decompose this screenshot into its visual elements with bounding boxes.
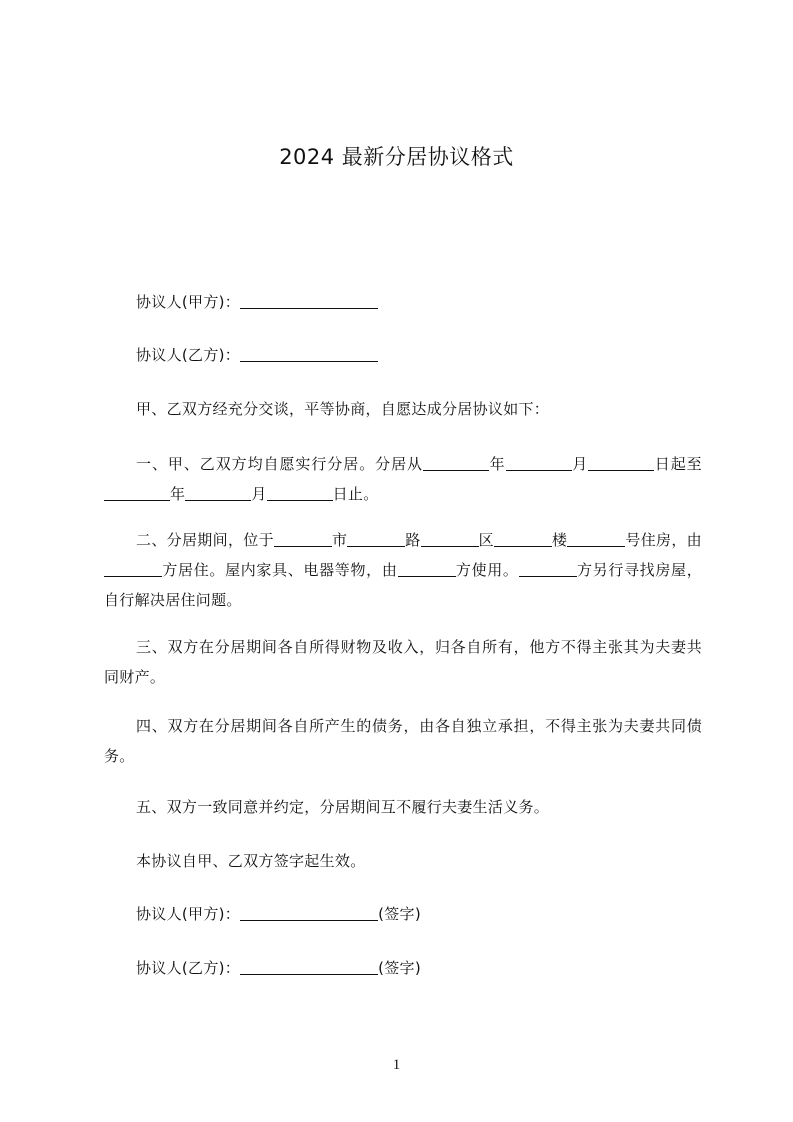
clause-2-text: 楼 <box>552 531 568 549</box>
clause-3-paragraph: 三、双方在分居期间各自所得财物及收入，归各自所有，他方不得主张其为夫妻共同财产。 <box>104 638 702 686</box>
signature-party-a-label: 协议人(甲方)： <box>136 905 241 923</box>
party-b-line <box>104 340 702 370</box>
clause-1-text: 一、甲、乙双方均自愿实行分居。分居从 <box>136 455 423 473</box>
district-blank <box>421 528 479 547</box>
road-blank <box>347 528 405 547</box>
party-a-blank <box>240 290 378 309</box>
residing-party-blank <box>104 558 162 577</box>
document-title: 2024 最新分居协议格式 <box>279 145 514 169</box>
signature-party-b-suffix: (签字) <box>378 959 422 977</box>
preamble-paragraph: 甲、乙双方经充分交谈，平等协商，自愿达成分居协议如下： <box>136 400 550 418</box>
party-a-label: 协议人(甲方)： <box>136 293 241 311</box>
page-number: 1 <box>392 1057 401 1073</box>
signature-party-a-suffix: (签字) <box>378 905 422 923</box>
clause-1-text: 年 <box>170 485 186 503</box>
clause-1-text: 月 <box>251 485 267 503</box>
party-b-blank <box>240 343 378 362</box>
end-day-blank <box>267 482 333 501</box>
start-month-blank <box>506 452 572 471</box>
city-blank <box>274 528 332 547</box>
signature-party-b-blank <box>240 956 378 975</box>
effective-clause: 本协议自甲、乙双方签字起生效。 <box>136 852 366 870</box>
clause-2-text: 区 <box>478 531 494 549</box>
clause-1-text: 年 <box>488 455 506 473</box>
clause-2-text: 方另行寻找房屋，自行解决居住问题。 <box>104 561 702 609</box>
end-month-blank <box>185 482 251 501</box>
clause-2-text: 二、分居期间，位于 <box>136 531 274 549</box>
clause-1-text: 月 <box>571 455 589 473</box>
clause-2-text: 方居住。屋内家具、电器等物，由 <box>162 561 398 579</box>
clause-2-text: 号住房，由 <box>625 531 702 549</box>
end-year-blank <box>104 482 170 501</box>
using-party-blank <box>398 558 456 577</box>
signature-party-b-label: 协议人(乙方)： <box>136 959 241 977</box>
clause-5-paragraph: 五、双方一致同意并约定，分居期间互不履行夫妻生活义务。 <box>136 798 550 816</box>
party-a-line <box>104 287 702 317</box>
number-blank <box>567 528 625 547</box>
clause-2-text: 市 <box>331 531 348 549</box>
signature-party-a-line <box>104 899 702 929</box>
party-b-label: 协议人(乙方)： <box>136 346 241 364</box>
clause-1-text: 日起至 <box>654 455 702 473</box>
start-year-blank <box>423 452 489 471</box>
signature-party-a-blank <box>240 902 378 921</box>
clause-2-text: 方使用。 <box>455 561 519 579</box>
clause-2-text: 路 <box>405 531 421 549</box>
start-day-blank <box>588 452 654 471</box>
clause-4-paragraph: 四、双方在分居期间各自所产生的债务，由各自独立承担，不得主张为夫妻共同债务。 <box>104 717 702 765</box>
signature-party-b-line <box>104 953 702 983</box>
building-blank <box>494 528 552 547</box>
clause-1-paragraph <box>104 449 702 509</box>
clause-2-paragraph <box>104 525 702 615</box>
clause-1-text: 日止。 <box>332 485 379 503</box>
moving-party-blank <box>519 558 577 577</box>
